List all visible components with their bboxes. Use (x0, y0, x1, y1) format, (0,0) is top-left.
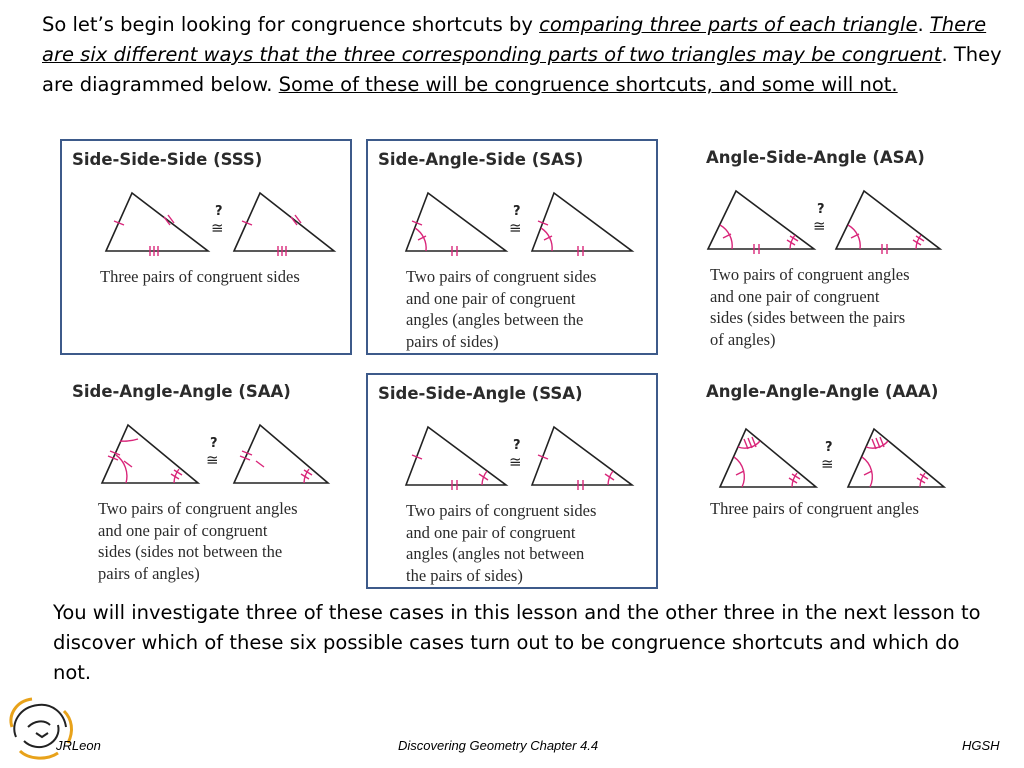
intro-six-ways: There are six different ways that the three corresponding parts of two triangles may be congruent (42, 13, 987, 66)
desc-line: and one pair of congruent (710, 286, 880, 306)
question-mark: ? (210, 436, 218, 451)
case-aaa (696, 373, 988, 589)
congruent-sign: ≅ (509, 219, 522, 237)
intro-paragraph (42, 10, 1002, 100)
sss-triangles-figure (62, 185, 354, 265)
case-ssa (366, 373, 658, 589)
question-mark: ? (825, 440, 833, 455)
congruent-sign: ≅ (206, 451, 219, 469)
case-description (98, 498, 348, 584)
case-description (100, 266, 350, 288)
desc-line: Two pairs of congruent sides (406, 267, 597, 286)
saa-triangles-figure (62, 417, 354, 497)
case-sas (366, 139, 658, 355)
asa-triangles-figure (696, 183, 988, 263)
desc-line: sides (sides between the pairs (710, 308, 906, 327)
footer-author: JRLeon (56, 738, 101, 753)
case-sss (60, 139, 352, 355)
congruent-sign: ≅ (509, 453, 522, 471)
desc-line: Two pairs of congruent angles (98, 499, 298, 518)
case-asa (696, 139, 988, 355)
case-saa (62, 373, 354, 589)
congruent-sign: ≅ (813, 217, 826, 235)
intro-shortcuts-note: Some of these will be congruence shortcuts, and some will not. (278, 73, 898, 96)
question-mark: ? (215, 204, 223, 219)
case-title: Side-Side-Angle (SSA) (378, 384, 583, 403)
case-description (710, 264, 960, 350)
case-description (710, 498, 960, 520)
desc-line: pairs of angles) (98, 563, 200, 583)
case-title: Angle-Side-Angle (ASA) (706, 148, 925, 167)
case-description (406, 266, 656, 352)
sas-triangles-figure (368, 185, 660, 265)
question-mark: ? (513, 438, 521, 453)
desc-line: Two pairs of congruent angles (710, 265, 910, 284)
lion-head-icon (6, 697, 76, 763)
desc-line: sides (sides not between the (98, 542, 283, 561)
desc-line: Three pairs of congruent angles (710, 499, 919, 518)
desc-line: the pairs of sides) (406, 565, 523, 585)
question-mark: ? (513, 204, 521, 219)
case-title: Side-Side-Side (SSS) (72, 150, 263, 169)
desc-line: pairs of sides) (406, 331, 499, 351)
intro-text-1-end: . (917, 13, 924, 36)
question-mark: ? (817, 202, 825, 217)
case-title: Side-Angle-Angle (SAA) (72, 382, 291, 401)
case-title: Angle-Angle-Angle (AAA) (706, 382, 939, 401)
congruent-sign: ≅ (211, 219, 224, 237)
intro-emphasis: comparing three parts of each triangle (539, 13, 918, 36)
footer-course: Discovering Geometry Chapter 4.4 (398, 738, 599, 753)
ssa-triangles-figure (368, 419, 660, 499)
desc-line: angles (angles between the (406, 310, 584, 329)
desc-line: of angles) (710, 329, 776, 349)
desc-line: Two pairs of congruent sides (406, 501, 597, 520)
congruent-sign: ≅ (821, 455, 834, 473)
desc-line: Three pairs of congruent sides (100, 267, 300, 286)
desc-line: angles (angles not between (406, 544, 585, 563)
desc-line: and one pair of congruent (98, 520, 268, 540)
aaa-triangles-figure (696, 417, 988, 497)
footer-school: HGSH (962, 738, 1000, 753)
case-description (406, 500, 656, 586)
intro-text-1: So let’s begin looking for congruence shortcuts by (42, 13, 540, 36)
case-title: Side-Angle-Side (SAS) (378, 150, 584, 169)
outro-paragraph: You will investigate three of these cases in this lesson and the other three in the next lesson to discover which of these six possible cases turn out to be congruence shortcuts and which do not. (53, 601, 981, 684)
desc-line: and one pair of congruent (406, 522, 576, 542)
desc-line: and one pair of congruent (406, 288, 576, 308)
intro-text-2: . They are diagrammed below. (42, 43, 1002, 96)
